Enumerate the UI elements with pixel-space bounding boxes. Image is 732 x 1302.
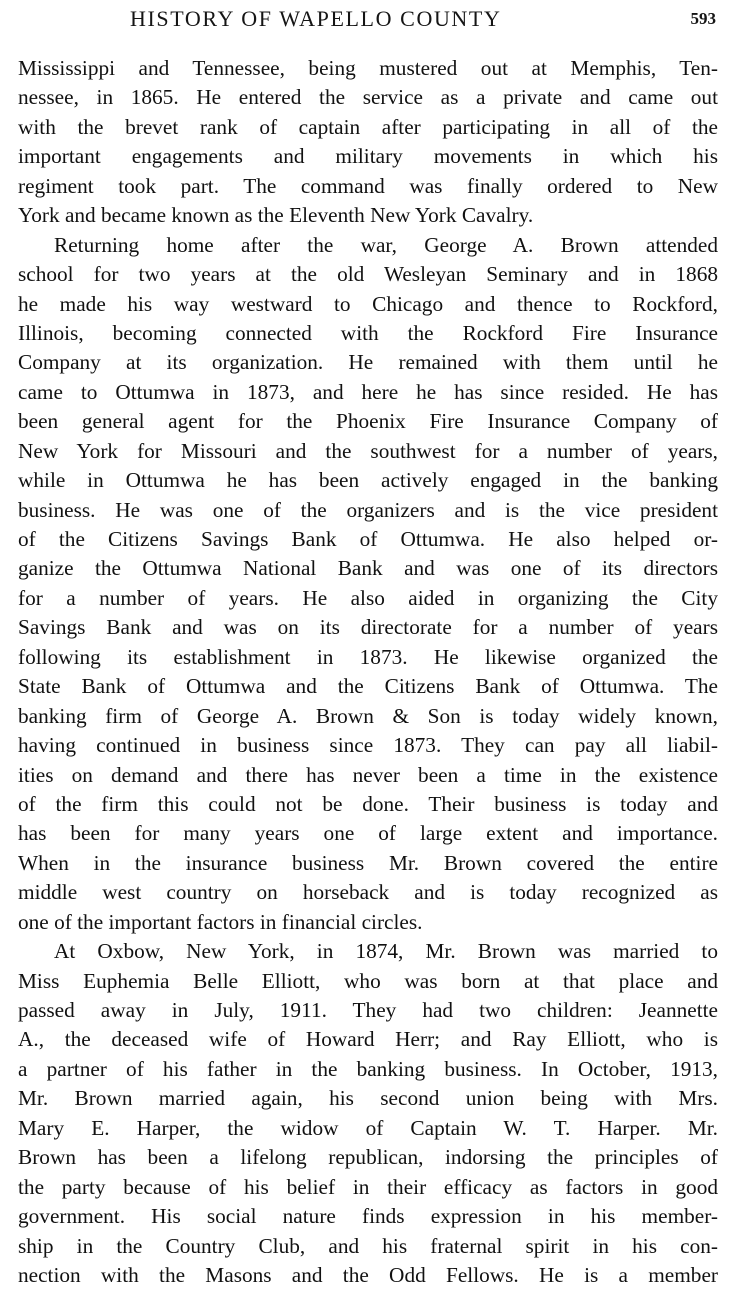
paragraph-first-line: Returning home after the war, George A. Brown attended: [54, 232, 718, 257]
text-line: of the Citizens Savings Bank of Ottumwa. He also helped or-: [18, 527, 718, 551]
text-line: a partner of his father in the banking business. In October, 1913,: [18, 1056, 718, 1081]
text-line: school for two years at the old Wesleyan Seminary and in 1868: [18, 262, 718, 287]
text-line: Miss Euphemia Belle Elliott, who was born at that place and: [18, 968, 718, 993]
text-line: State Bank of Ottumwa and the Citizens Bank of Ottumwa. The: [18, 674, 718, 699]
text-line: of the firm this could not be done. Their business is today and: [18, 791, 718, 816]
text-line: while in Ottumwa he has been actively engaged in the banking: [18, 468, 718, 493]
text-line: New York for Missouri and the southwest for a number of years,: [18, 438, 718, 463]
text-line: having continued in business since 1873. They can pay all liabil-: [18, 733, 718, 758]
page-number: 593: [690, 9, 716, 28]
text-line: important engagements and military movements in which his: [18, 144, 718, 169]
text-line: banking firm of George A. Brown & Son is today widely known,: [18, 703, 718, 728]
text-line: following its establishment in 1873. He likewise organized the: [18, 644, 718, 669]
paragraph-first-line: At Oxbow, New York, in 1874, Mr. Brown was married to: [54, 939, 718, 964]
text-line: ganize the Ottumwa National Bank and was one of its directors: [18, 556, 718, 581]
text-line: been general agent for the Phoenix Fire Insurance Company of: [18, 409, 718, 434]
text-line: business. He was one of the organizers and is the vice president: [18, 497, 718, 522]
text-line: passed away in July, 1911. They had two children: Jeannette: [18, 998, 718, 1022]
text-line: with the brevet rank of captain after participating in all of the: [18, 114, 718, 139]
text-line: regiment took part. The command was finally ordered to New: [18, 173, 718, 198]
text-line: A., the deceased wife of Howard Herr; and Ray Elliott, who is: [18, 1027, 718, 1052]
text-line: he made his way westward to Chicago and thence to Rockford,: [18, 291, 718, 316]
text-line: one of the important factors in financial circles.: [18, 909, 423, 934]
text-line: government. His social nature finds expression in his member-: [18, 1204, 718, 1229]
text-line: came to Ottumwa in 1873, and here he has since resided. He has: [18, 379, 718, 404]
text-line: middle west country on horseback and is today recognized as: [18, 880, 718, 905]
text-line: Company at its organization. He remained with them until he: [18, 350, 718, 375]
text-line: nessee, in 1865. He entered the service as a private and came out: [18, 85, 718, 110]
text-line: Brown has been a lifelong republican, indorsing the principles of: [18, 1145, 718, 1170]
text-line: Savings Bank and was on its directorate for a number of years: [18, 615, 718, 640]
running-header: [18, 4, 718, 34]
text-line: York and became known as the Eleventh New York Cavalry.: [18, 203, 534, 228]
text-line: has been for many years one of large extent and importance.: [18, 821, 718, 846]
text-line: When in the insurance business Mr. Brown covered the entire: [18, 850, 718, 875]
text-line: Mississippi and Tennessee, being mustered out at Memphis, Ten-: [18, 56, 718, 80]
body-text: [18, 54, 718, 1290]
text-line: ities on demand and there has never been a time in the existence: [18, 762, 718, 787]
text-line: Illinois, becoming connected with the Rockford Fire Insurance: [18, 320, 718, 345]
text-line: ship in the Country Club, and his fraternal spirit in his con-: [18, 1233, 718, 1258]
text-line: the party because of his belief in their efficacy as factors in good: [18, 1174, 718, 1199]
text-line: nection with the Masons and the Odd Fellows. He is a member: [18, 1262, 718, 1287]
text-line: Mr. Brown married again, his second union being with Mrs.: [18, 1086, 718, 1111]
text-line: Mary E. Harper, the widow of Captain W. T. Harper. Mr.: [18, 1115, 718, 1140]
text-line: for a number of years. He also aided in organizing the City: [18, 585, 718, 610]
running-title: HISTORY OF WAPELLO COUNTY: [130, 6, 502, 31]
